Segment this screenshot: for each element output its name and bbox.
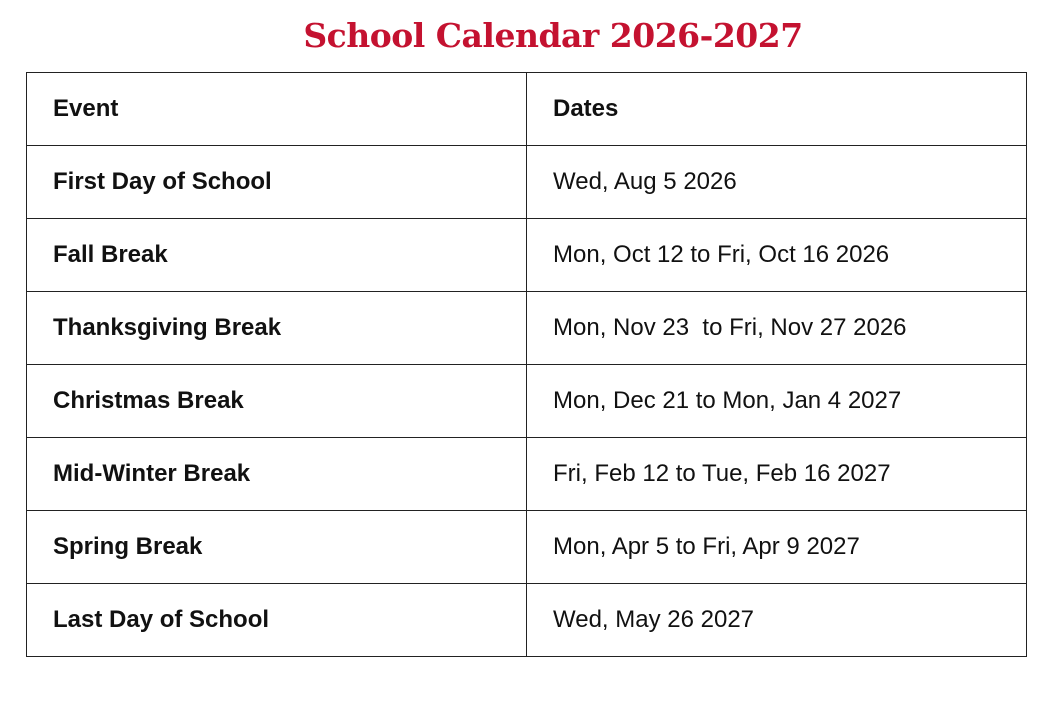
table-row <box>27 511 1027 584</box>
table-row <box>27 292 1027 365</box>
event-cell: Christmas Break <box>27 365 527 438</box>
event-cell: Mid-Winter Break <box>27 438 527 511</box>
dates-cell: Wed, May 26 2027 <box>527 584 1027 657</box>
event-cell: Fall Break <box>27 219 527 292</box>
dates-cell: Wed, Aug 5 2026 <box>527 146 1027 219</box>
calendar-table <box>26 72 1027 657</box>
dates-cell: Mon, Dec 21 to Mon, Jan 4 2027 <box>527 365 1027 438</box>
event-cell: Spring Break <box>27 511 527 584</box>
table-row <box>27 146 1027 219</box>
table-row <box>27 219 1027 292</box>
table-body <box>27 146 1027 657</box>
table-header <box>27 73 1027 146</box>
column-header-event: Event <box>27 73 527 146</box>
table-row <box>27 365 1027 438</box>
table-row <box>27 584 1027 657</box>
event-cell: First Day of School <box>27 146 527 219</box>
header-row <box>27 73 1027 146</box>
dates-cell: Fri, Feb 12 to Tue, Feb 16 2027 <box>527 438 1027 511</box>
table-row <box>27 438 1027 511</box>
dates-cell: Mon, Apr 5 to Fri, Apr 9 2027 <box>527 511 1027 584</box>
dates-cell: Mon, Oct 12 to Fri, Oct 16 2026 <box>527 219 1027 292</box>
dates-cell: Mon, Nov 23 to Fri, Nov 27 2026 <box>527 292 1027 365</box>
column-header-dates: Dates <box>527 73 1027 146</box>
page-title: School Calendar 2026-2027 <box>303 16 803 55</box>
event-cell: Last Day of School <box>27 584 527 657</box>
event-cell: Thanksgiving Break <box>27 292 527 365</box>
